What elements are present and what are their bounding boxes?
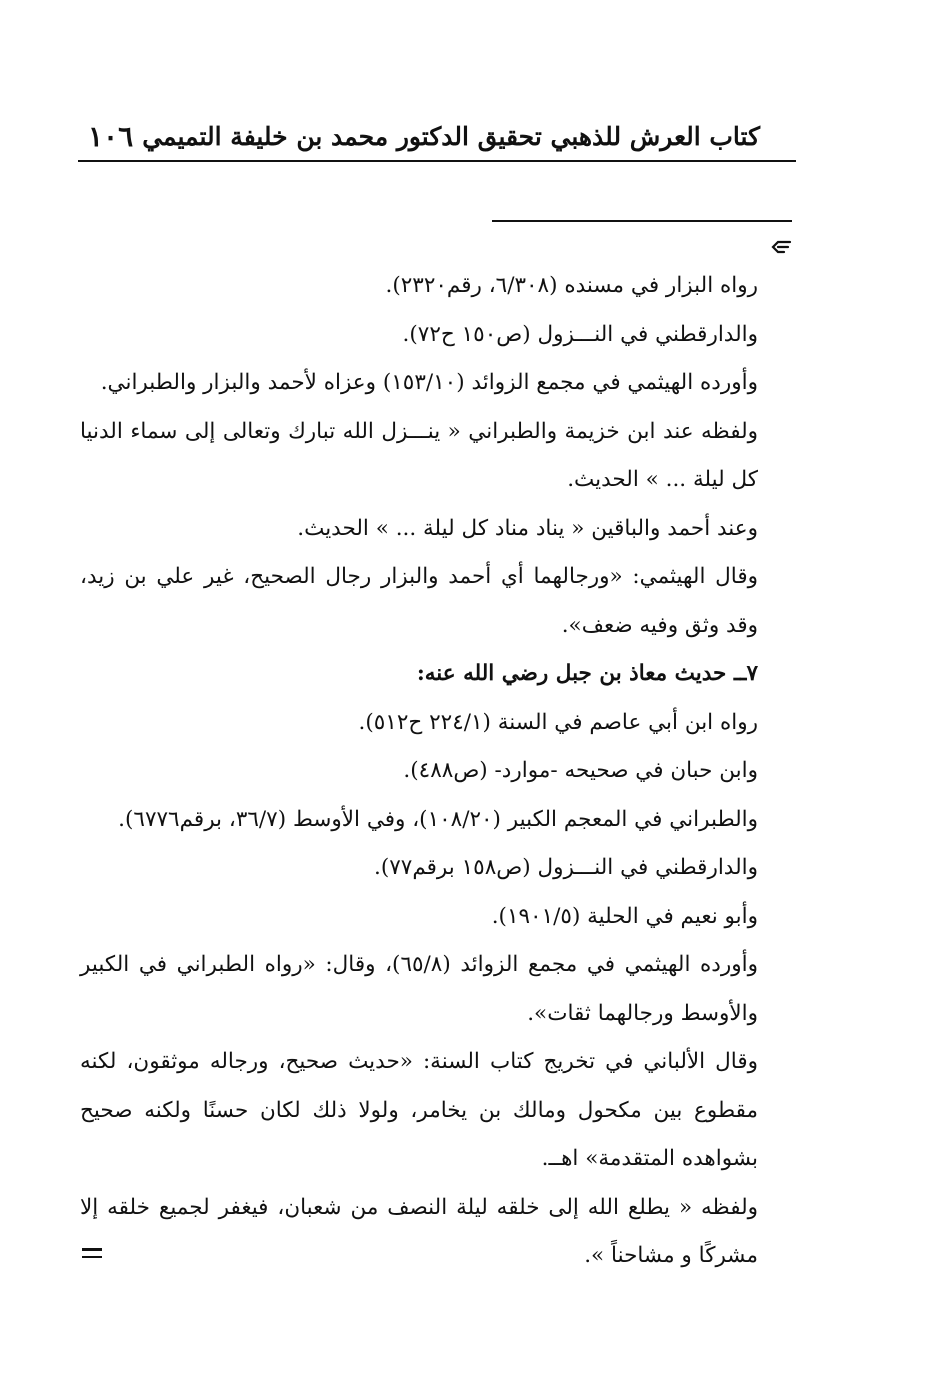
paragraph: وابن حبان في صحيحه -موارد- (ص٤٨٨). bbox=[403, 758, 758, 783]
paragraph: وعند أحمد والباقين « يناد مناد كل ليلة ... » الحديث. bbox=[297, 515, 758, 541]
pointing-hand-icon bbox=[770, 236, 792, 258]
paragraph: وقال الألباني في تخريج كتاب السنة: «حديث صحيح، ورجاله موثقون، لكنه مقطوع بين مكحول ومالك بن يخامر، ولولا ذلك لكان حسنًا ولكنه صحيح بشواهده المتقدمة» اهــ. bbox=[80, 1049, 758, 1171]
header-divider bbox=[78, 160, 796, 162]
paragraph: وأورده الهيثمي في مجمع الزوائد (٦٥/٨)، وقال: «رواه الطبراني في الكبير والأوسط ورجالهما ثقات». bbox=[80, 952, 758, 1026]
paragraph: وأبو نعيم في الحلية (١٩٠١/٥). bbox=[491, 903, 758, 929]
paragraph: والدارقطني في النـــزول (ص١٥٨ برقم٧٧). bbox=[373, 855, 758, 880]
paragraph: والطبراني في المعجم الكبير (١٠٨/٢٠)، وفي الأوسط (٣٦/٧، برقم٦٧٧٦). bbox=[118, 806, 758, 832]
footnote-divider bbox=[492, 220, 792, 222]
section-heading: ٧ــ حديث معاذ بن جبل رضي الله عنه: bbox=[416, 661, 758, 686]
paragraph: رواه البزار في مسنده (٦/٣٠٨، رقم٢٣٢٠). bbox=[385, 273, 758, 298]
paragraph: ولفظه عند ابن خزيمة والطبراني « ينـــزل الله تبارك وتعالى إلى سماء الدنيا كل ليلة ... » الحديث. bbox=[80, 418, 758, 492]
paragraph: رواه ابن أبي عاصم في السنة (٢٢٤/١ ح٥١٢). bbox=[358, 709, 758, 735]
continuation-mark bbox=[82, 1248, 102, 1260]
paragraph: وأورده الهيثمي في مجمع الزوائد (١٥٣/١٠) وعزاه لأحمد والبزار والطبراني. bbox=[100, 370, 758, 395]
page-number: ١٠٦ bbox=[88, 120, 134, 153]
paragraph: وقال الهيثمي: «ورجالهما أي أحمد والبزار رجال الصحيح، غير علي بن زيد، وقد وثق وفيه ضعف». bbox=[80, 564, 758, 638]
header-title: كتاب العرش للذهبي تحقيق الدكتور محمد بن خليفة التميمي bbox=[142, 122, 760, 151]
page-header bbox=[80, 112, 780, 160]
paragraph: والدارقطني في النـــزول (ص١٥٠ ح٧٢). bbox=[402, 321, 758, 347]
footnote-body bbox=[80, 262, 758, 1281]
paragraph: ولفظه « يطلع الله إلى خلقه ليلة النصف من شعبان، فيغفر لجميع خلقه إلا مشركًا و مشاحناً ». bbox=[80, 1194, 758, 1268]
